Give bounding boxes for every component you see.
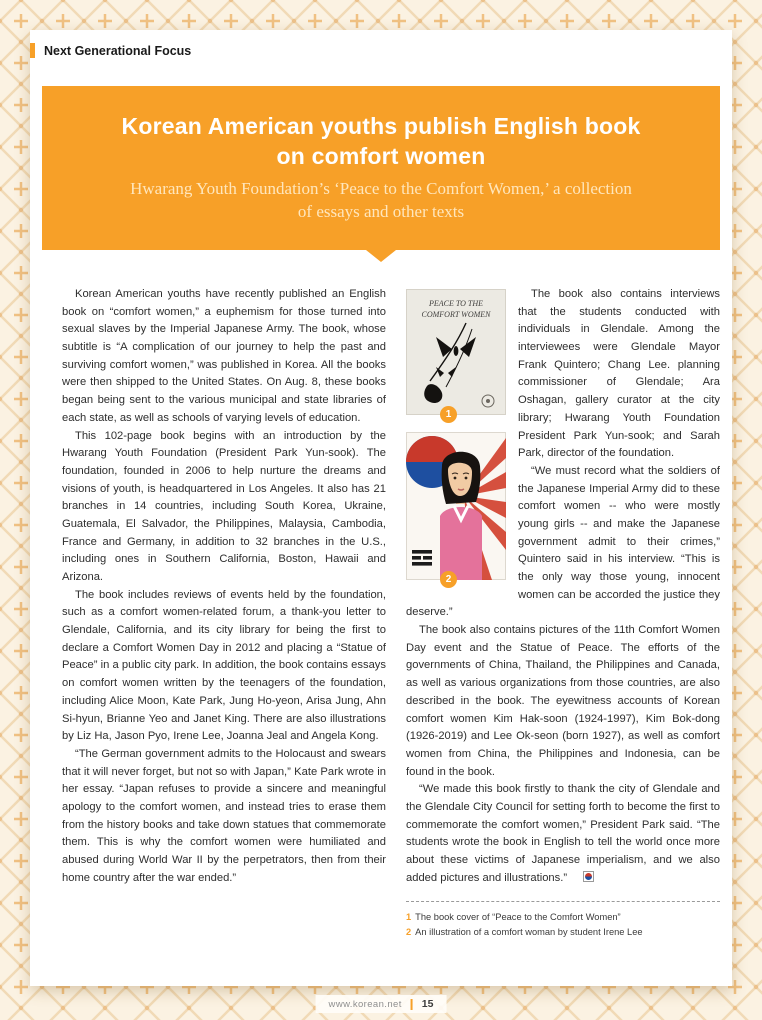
paragraph: “The German government admits to the Holocaust and swears that it will never forget, but not so with Japan,” Kate Park wrote in her essay. “Japan refuses to provide a sincere and meaningful apology to the comfort women, and instead tries to erase them from the history books and take down statues that commemorate them. This is why the comfort women were humiliated and abused during World War II by the perpetrators, then from their home country after the war ended.” (62, 747, 386, 884)
article-column-left (62, 286, 386, 939)
title-banner (42, 86, 720, 250)
book-cover-title-line2: COMFORT WOMEN (421, 310, 491, 319)
section-label: Next Generational Focus (44, 43, 192, 58)
page-number: 15 (421, 998, 434, 1010)
website-url: www.korean.net (328, 998, 402, 1010)
footnote-number: 2 (406, 926, 412, 937)
book-cover-title-line1: PEACE TO THE (428, 299, 484, 308)
article-subtitle (60, 178, 702, 224)
footnote (406, 910, 720, 924)
article-title (60, 111, 702, 172)
paragraph: The book also contains interviews that the students conducted with individuals in Glendale. Among the interviewees were Glendale Mayor Frank Quintero; Chang Lee. planning commissioner of Glendale; Ara Oshagan, gallery curator at the city library; Hwarang Youth Foundation President Park Yun-sook; and Sarah Park, director of the foundation. (518, 288, 720, 460)
footer-divider (411, 999, 413, 1010)
page-footer (316, 995, 447, 1013)
article-subtitle-line2: of essays and other texts (297, 201, 465, 221)
article-title-line2: on comfort women (276, 143, 486, 170)
figure-illustration (406, 432, 506, 585)
paragraph: This 102-page book begins with an introduction by the Hwarang Youth Foundation (President Park Yun-sook). The foundation, founded in 2006 to help nurture the dreams and visions of youth, is headquartered in Los Angeles. It also has 21 branches in 14 countries, including South Korea, Ukraine, Guatemala, El Salvador, the Philippines, Malaysia, Cambodia, France and Germany, in addition to 32 branches in the U.S., including ones in Southern California, Boston, Hawaii and Arizona. (62, 429, 386, 583)
comfort-woman-illustration (406, 432, 506, 580)
paragraph: Korean American youths have recently published an English book on “comfort women,” a euphemism for those turned into sexual slaves by the Imperial Japanese Army. The book, whose subtitle is “A complication of our journey to help the past and surviving comfort women,” was published in Korea. All the books were then shipped to the United States. On Aug. 8, these books began being sent to the various municipal and state libraries of each state, as well as schools of varying levels of education. (62, 288, 386, 424)
footnote-text: The book cover of “Peace to the Comfort Women” (415, 912, 621, 923)
paragraph: The book also contains pictures of the 11th Comfort Women Day event and the Statue of Peace. The efforts of the governments of China, Thailand, the Philippines and Canada, as well as various organizations from those countries, are also described in the book. The eyewitness accounts of Korean comfort women Kim Hak-soon (1924-1997), Kim Bok-dong (1926-2019) and Lee Ok-seon (born 1927), as well as comfort women from China, the Philippines and Indonesia, can be found in the book. (406, 624, 720, 778)
section-kicker (30, 43, 191, 58)
paragraph (406, 781, 720, 887)
paragraph-text: “We made this book firstly to thank the city of Glendale and the Glendale City Council for setting forth to become the first to commemorate the comfort women,” President Park said. “The students wrote the book in English to tell the world once more about these victims of Japanese imperialism, and we also added pictures and illustrations.” (406, 783, 720, 884)
page-sheet (30, 30, 732, 986)
book-cover-image (406, 289, 506, 415)
article-subtitle-line1: Hwarang Youth Foundation’s ‘Peace to the Comfort Women,’ a collection (130, 178, 632, 198)
paragraph: “We must record what the soldiers of the Japanese Imperial Army did to these comfort women -- who were mostly young girls -- and make the Japanese government admit to their crimes,” Quintero said in his interview. “This is the only way those young, innocent women can be accorded the justice they deserve.” (406, 464, 720, 619)
footnote (406, 925, 720, 939)
footnote-divider (406, 901, 720, 902)
footnote-text: An illustration of a comfort woman by student Irene Lee (415, 926, 643, 937)
article-body (62, 286, 720, 939)
footnote-number: 1 (406, 912, 412, 923)
end-mark-icon (570, 871, 594, 882)
article-title-line1: Korean American youths publish English book (121, 113, 641, 139)
kicker-accent-bar (30, 43, 35, 58)
woman-portrait (440, 452, 482, 580)
paragraph: The book includes reviews of events held by the foundation, such as a comfort women-related forum, a thank-you letter to Glendale, California, and its city library for being the first to declare a Comfort Women Day in 2012 and placing a “Statue of Peace” in a public city park. In addition, the book contains essays on comfort women written by the teenagers of the foundation, including Alice Moon, Kate Park, Jung Ho-yeon, Arisa Jung, Ahn Si-hyun, Brianne Yeo and Janet King. There are also illustrations by Liz Ha, Jason Pyo, Irene Lee, Joanna Jeal and Angela Kong. (62, 588, 386, 743)
figure-number-badge: 2 (440, 571, 457, 588)
figure-book-cover (406, 289, 506, 420)
article-column-right (406, 286, 720, 939)
figure-number-badge: 1 (440, 406, 457, 423)
